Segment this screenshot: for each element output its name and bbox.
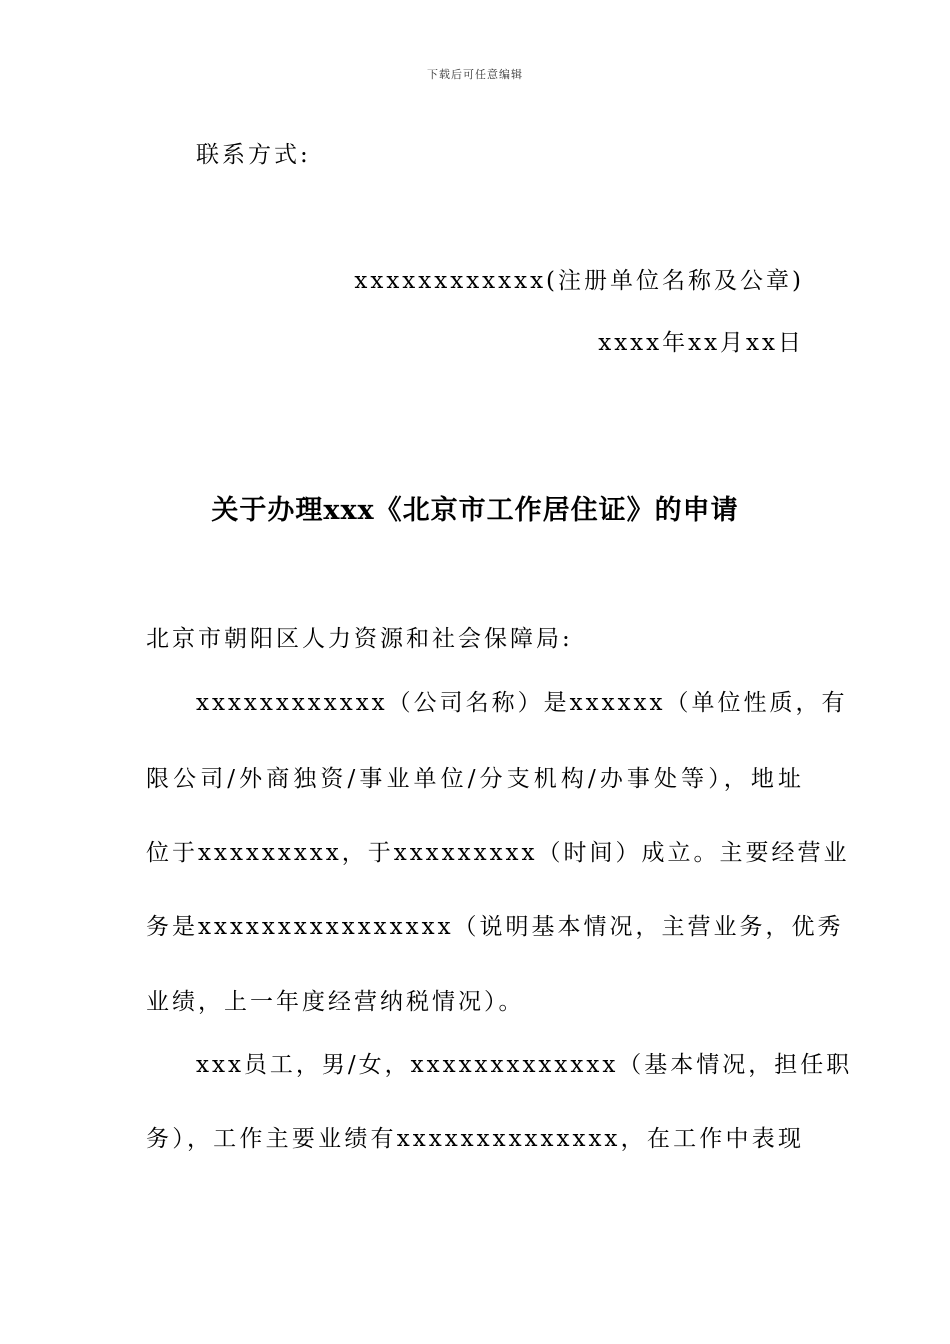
signature-date: xxxx年xx月xx日 xyxy=(598,330,804,356)
paragraph-line: 限公司/外商独资/事业单位/分支机构/办事处等），地址 xyxy=(146,766,804,792)
letter-recipient: 北京市朝阳区人力资源和社会保障局: xyxy=(146,626,573,652)
paragraph-line: xxx员工，男/女，xxxxxxxxxxxxx（基本情况，担任职 xyxy=(196,1052,853,1078)
paragraph-line: 业绩，上一年度经营纳税情况）。 xyxy=(146,989,525,1015)
contact-label: 联系方式: xyxy=(196,142,311,168)
paragraph-line: 位于xxxxxxxxx，于xxxxxxxxx（时间）成立。主要经营业 xyxy=(146,840,850,866)
signature-company: xxxxxxxxxxxx(注册单位名称及公章) xyxy=(354,268,804,294)
letter-title: 关于办理xxx《北京市工作居住证》的申请 xyxy=(211,495,739,526)
paragraph-line: 务），工作主要业绩有xxxxxxxxxxxxxx，在工作中表现 xyxy=(146,1126,804,1152)
page-header-note: 下载后可任意编辑 xyxy=(427,68,523,81)
paragraph-line: xxxxxxxxxxxx（公司名称）是xxxxxx（单位性质，有 xyxy=(196,690,848,716)
paragraph-line: 务是xxxxxxxxxxxxxxxx（说明基本情况，主营业务，优秀 xyxy=(146,914,844,940)
